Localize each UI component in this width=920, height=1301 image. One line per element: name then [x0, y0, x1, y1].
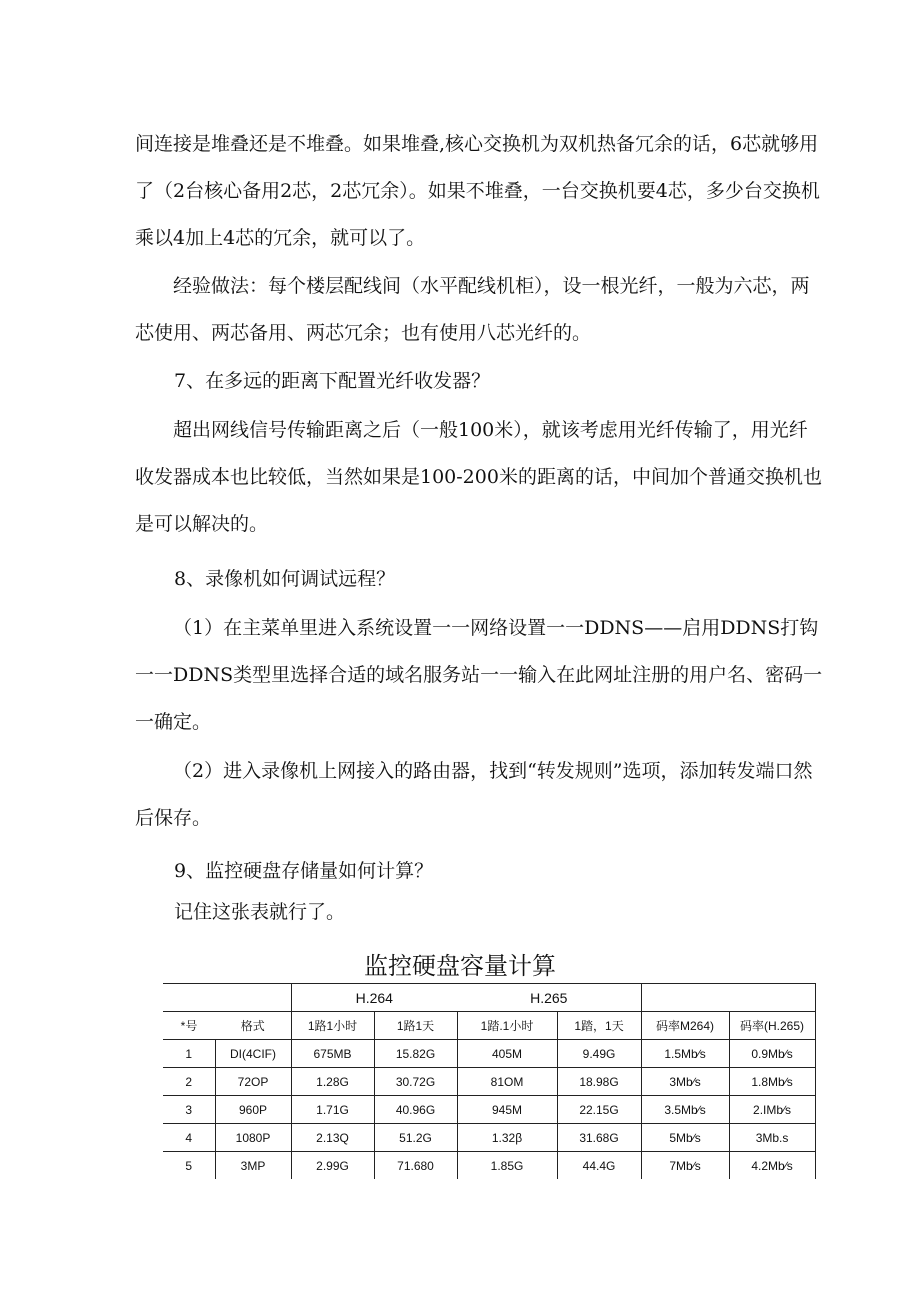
table-cell: 31.68G	[557, 1124, 641, 1152]
table-cell: 7Mb∕s	[641, 1152, 729, 1180]
table-row	[163, 1068, 815, 1096]
table-cell: 1	[163, 1040, 215, 1068]
table-cell: 945M	[457, 1096, 557, 1124]
table-cell: 2	[163, 1068, 215, 1096]
table-cell: 1.85G	[457, 1152, 557, 1180]
table-cell: 1080P	[215, 1124, 291, 1152]
paragraph-experience: 经验做法：每个楼层配线间（水平配线机柜），设一根光纤，一般为六芯，两芯使用、两芯备用、两芯冗余；也有使用八芯光纤的。	[135, 275, 810, 344]
paragraph-fiber-transceiver: 超出网线信号传输距离之后（一般100米），就该考虑用光纤传输了，用光纤收发器成本也比较低，当然如果是100-200米的距离的话，中间加个普通交换机也是可以解决的。	[135, 419, 822, 535]
group-header-h265: H.265	[457, 984, 641, 1012]
table-cell: 5Mb∕s	[641, 1124, 729, 1152]
table-row	[163, 1152, 815, 1180]
table-cell: 40.96G	[374, 1096, 457, 1124]
table-cell: 18.98G	[557, 1068, 641, 1096]
table-cell: 9.49G	[557, 1040, 641, 1068]
table-header-row	[163, 1012, 815, 1040]
table-cell: 3	[163, 1096, 215, 1124]
table-cell: 0.9Mb∕s	[729, 1040, 815, 1068]
table-cell: 3Mb.s	[729, 1124, 815, 1152]
table-row	[163, 1124, 815, 1152]
table-cell: 5	[185, 1158, 193, 1173]
column-header: *号	[163, 1012, 215, 1040]
table-cell: 15.82G	[374, 1040, 457, 1068]
column-header: 1踏.1小时	[457, 1012, 557, 1040]
paragraph-step-1: （1）在主菜单里进入系统设置一一网络设置一一DDNS——启用DDNS打钩一一DDNS类型里选择合适的域名服务站一一输入在此网址注册的用户名、密码一一确定。	[135, 617, 823, 733]
table-cell: 1.8Mb∕s	[729, 1068, 815, 1096]
table-cell: 405M	[457, 1040, 557, 1068]
column-header: 格式	[215, 1012, 291, 1040]
table-cell: 3.5Mb∕s	[641, 1096, 729, 1124]
table-cell: 675MB	[291, 1040, 374, 1068]
table-cell: 3Mb∕s	[641, 1068, 729, 1096]
table-cell: DI(4CIF)	[215, 1040, 291, 1068]
table-cell: 44.4G	[557, 1152, 641, 1180]
table-cell: 1.71G	[291, 1096, 374, 1124]
table-cell: 72OP	[215, 1068, 291, 1096]
group-header-h264: H.264	[291, 984, 457, 1012]
column-header: 1路1小时	[291, 1012, 374, 1040]
table-cell: 960P	[215, 1096, 291, 1124]
column-header: 1路1天	[374, 1012, 457, 1040]
table-cell: 1.5Mb∕s	[641, 1040, 729, 1068]
table-cell: 2.99G	[291, 1152, 374, 1180]
table-cell: 3MP	[215, 1152, 291, 1180]
table-cell: 71.680	[374, 1152, 457, 1180]
table-cell: 51.2G	[374, 1124, 457, 1152]
question-9-heading: 9、监控硬盘存储量如何计算？	[174, 860, 434, 882]
column-header: 码率M264)	[641, 1012, 729, 1040]
column-header: 码率(H.265)	[729, 1012, 815, 1040]
table-cell: 1.28G	[291, 1068, 374, 1096]
table-row	[163, 1040, 815, 1068]
paragraph-stacking: 间连接是堆叠还是不堆叠。如果堆叠,核心交换机为双机热备冗余的话，6芯就够用了（2台核心备用2芯，2芯冗余）。如果不堆叠，一台交换机要4芯，多少台交换机乘以4加上4芯的冗余，就可以了。	[135, 133, 820, 249]
table-title: 监控硬盘容量计算	[364, 952, 556, 980]
table-cell: 81OM	[457, 1068, 557, 1096]
disk-capacity-table	[163, 983, 816, 1179]
table-row	[163, 1096, 815, 1124]
paragraph-step-2: （2）进入录像机上网接入的路由器，找到“转发规则”选项，添加转发端口然后保存。	[135, 760, 813, 829]
table-cell: 1.32β	[457, 1124, 557, 1152]
table-group-header-row	[163, 984, 815, 1012]
table-cell: 30.72G	[374, 1068, 457, 1096]
table-cell: 4	[163, 1124, 215, 1152]
column-header: 1踏，1天	[557, 1012, 641, 1040]
table-cell: 2.13Q	[291, 1124, 374, 1152]
question-8-heading: 8、录像机如何调试远程？	[174, 568, 396, 590]
question-7-heading: 7、在多远的距离下配置光纤收发器？	[174, 370, 491, 392]
table-cell: 4.2Mb∕s	[729, 1152, 815, 1180]
table-cell: 22.15G	[557, 1096, 641, 1124]
remember-table-text: 记住这张表就行了。	[174, 901, 346, 923]
table-cell: 2.IMb∕s	[729, 1096, 815, 1124]
